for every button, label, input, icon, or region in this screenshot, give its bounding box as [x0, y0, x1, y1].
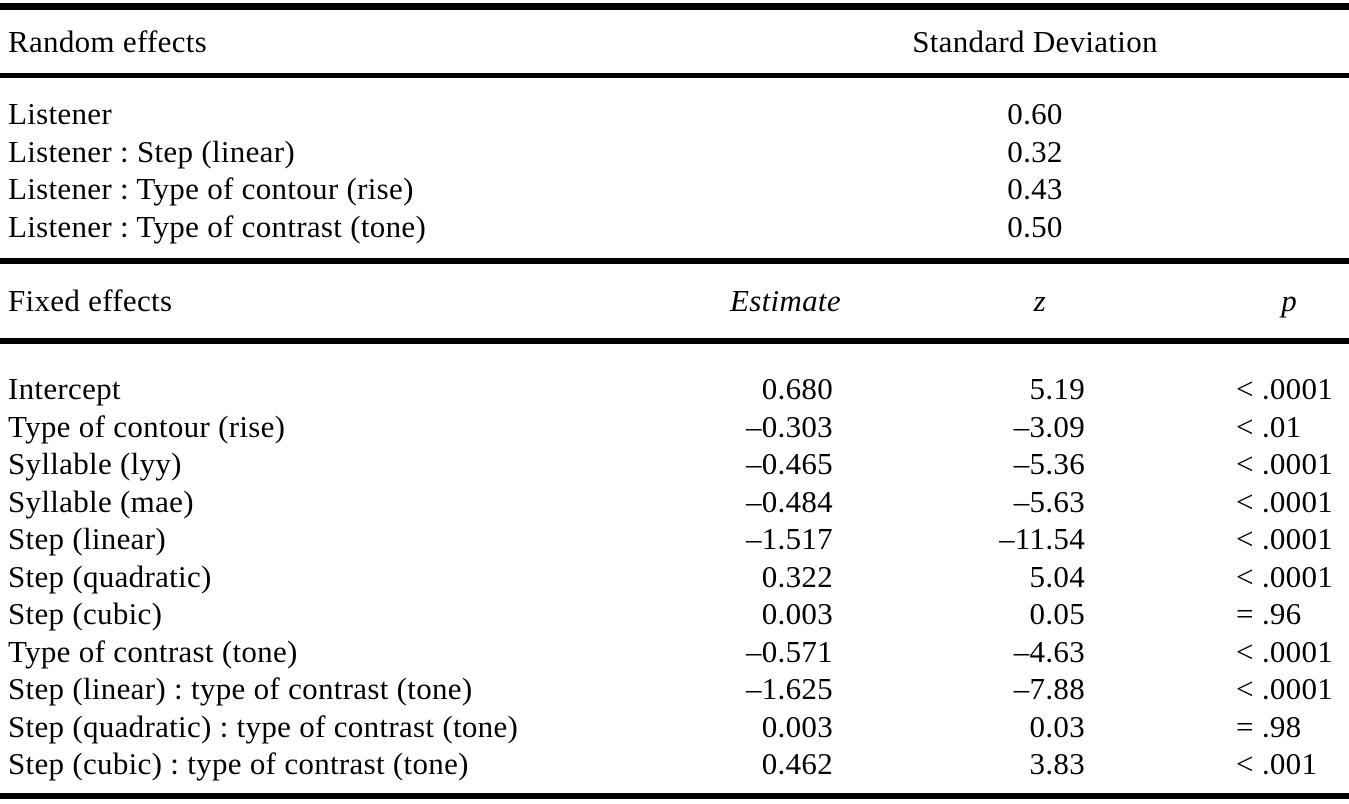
row-label: Step (cubic) : type of contrast (tone) [8, 746, 469, 781]
z-value: 5.04 [1029, 558, 1085, 594]
z-value: –7.88 [1013, 671, 1085, 706]
row-label: Step (quadratic) : type of contrast (tone) [8, 708, 519, 744]
random-effects-heading: Random effects [8, 23, 208, 59]
estimate-value: –1.625 [745, 671, 833, 706]
estimate-value: 0.003 [761, 708, 833, 744]
table-row [0, 745, 1349, 783]
estimate-value: –1.517 [745, 521, 833, 556]
estimate-value: –0.484 [745, 483, 833, 519]
table-row [0, 133, 1349, 171]
table-row [0, 633, 1349, 671]
row-label: Intercept [8, 371, 121, 406]
p-value: < .0001 [1236, 483, 1334, 519]
estimate-value: 0.680 [761, 371, 833, 406]
sd-value: 0.43 [1007, 171, 1063, 206]
row-label: Step (cubic) [8, 596, 163, 631]
table-row [0, 208, 1349, 246]
sd-value: 0.50 [1007, 208, 1063, 244]
table-row [0, 520, 1349, 558]
p-value: < .001 [1236, 746, 1318, 781]
z-value: –5.36 [1013, 446, 1085, 481]
row-label: Listener : Type of contrast (tone) [8, 208, 427, 244]
estimate-column-heading: Estimate [730, 283, 841, 318]
estimate-value: 0.003 [761, 596, 833, 631]
estimate-value: –0.465 [745, 446, 833, 481]
table-rule-top [0, 3, 1349, 10]
p-value: = .98 [1236, 708, 1302, 744]
random-effects-body [0, 78, 1349, 258]
row-label: Type of contour (rise) [8, 408, 286, 444]
table-row [0, 370, 1349, 408]
estimate-value: 0.322 [761, 558, 833, 594]
fixed-effects-header-row [0, 264, 1349, 338]
p-value: < .0001 [1236, 371, 1334, 406]
z-value: –3.09 [1013, 408, 1085, 444]
table-row [0, 483, 1349, 521]
row-label: Step (quadratic) [8, 558, 212, 594]
table-row [0, 170, 1349, 208]
row-label: Listener : Type of contour (rise) [8, 171, 414, 206]
table-row [0, 670, 1349, 708]
table-rule-bottom [0, 793, 1349, 799]
table-row [0, 558, 1349, 596]
p-value: < .0001 [1236, 671, 1334, 706]
table-row [0, 708, 1349, 746]
row-label: Listener [8, 96, 112, 131]
row-label: Step (linear) [8, 521, 166, 556]
estimate-value: 0.462 [761, 746, 833, 781]
table-row [0, 595, 1349, 633]
row-label: Syllable (lyy) [8, 446, 182, 481]
z-value: 0.05 [1029, 596, 1085, 631]
z-value: 5.19 [1029, 371, 1085, 406]
p-value: < .0001 [1236, 558, 1334, 594]
z-column-heading: z [1033, 283, 1046, 318]
z-value: 3.83 [1029, 746, 1085, 781]
p-value: < .0001 [1236, 521, 1334, 556]
z-value: –11.54 [999, 521, 1085, 556]
p-value: < .0001 [1236, 633, 1334, 669]
row-label: Type of contrast (tone) [8, 633, 298, 669]
fixed-effects-heading: Fixed effects [8, 283, 173, 318]
z-value: –4.63 [1013, 633, 1085, 669]
estimate-value: –0.303 [745, 408, 833, 444]
p-value: < .0001 [1236, 446, 1334, 481]
row-label: Listener : Step (linear) [8, 133, 295, 169]
row-label: Step (linear) : type of contrast (tone) [8, 671, 473, 706]
p-value: = .96 [1236, 596, 1302, 631]
estimate-value: –0.571 [745, 633, 833, 669]
p-column-heading: p [1281, 283, 1297, 318]
fixed-effects-body [0, 344, 1349, 793]
p-value: < .01 [1236, 408, 1302, 444]
table-row [0, 95, 1349, 133]
table-row [0, 445, 1349, 483]
random-effects-header-row [0, 10, 1349, 73]
sd-value: 0.32 [1007, 133, 1063, 169]
z-value: –5.63 [1013, 483, 1085, 519]
sd-value: 0.60 [1007, 96, 1063, 131]
standard-deviation-heading: Standard Deviation [912, 23, 1158, 59]
z-value: 0.03 [1029, 708, 1085, 744]
row-label: Syllable (mae) [8, 483, 194, 519]
table-row [0, 408, 1349, 446]
